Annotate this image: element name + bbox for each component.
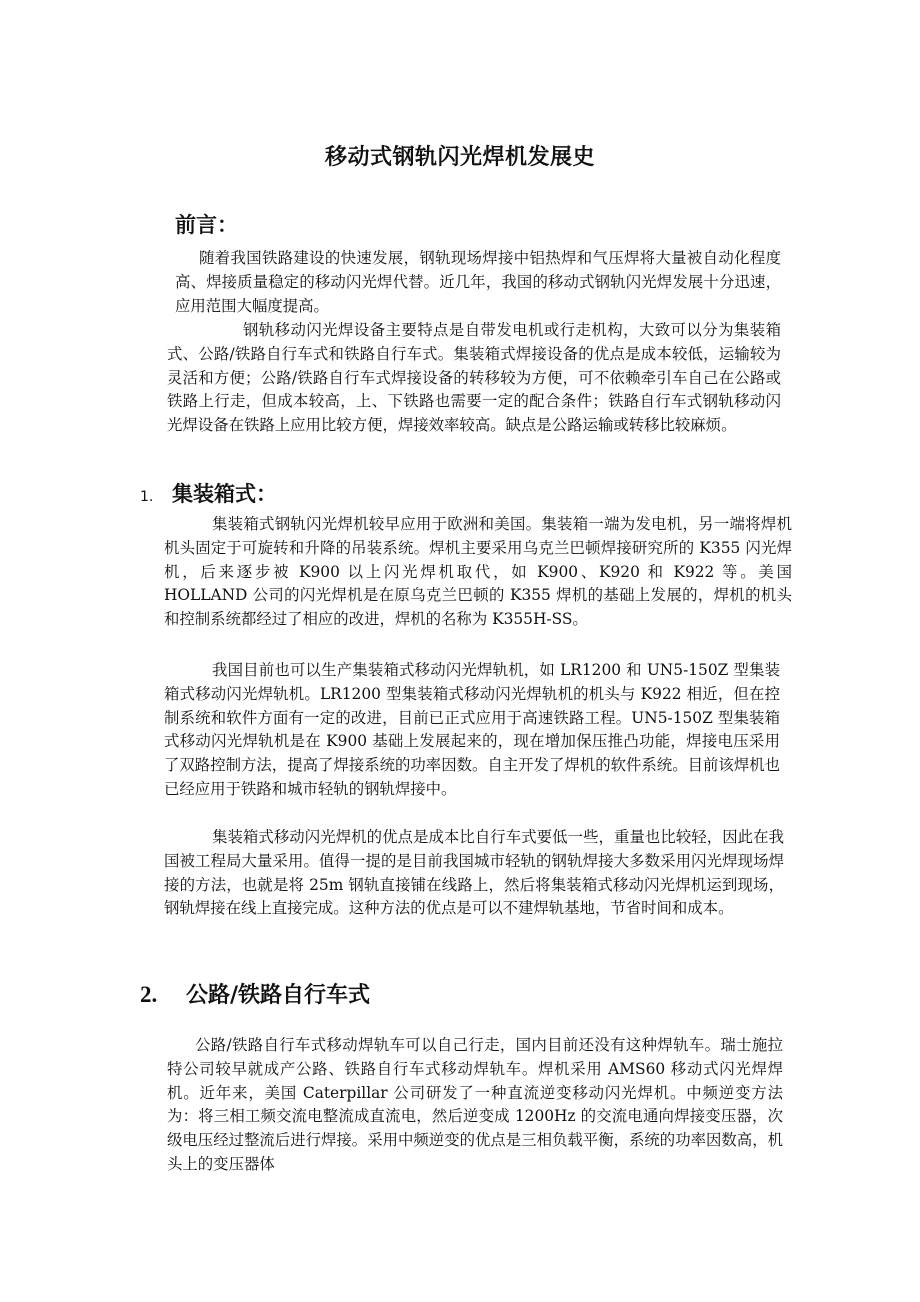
- document-title: 移动式钢轨闪光焊机发展史: [324, 145, 595, 170]
- foreword-paragraph-2: 钢轨移动闪光焊设备主要特点是自带发电机或行走机构，大致可以分为集装箱式、公路/铁路自行车式和铁路自行车式。集装箱式焊接设备的优点是成本较低，运输较为灵活和方便；公路/铁路自行车式焊接设备的转移较为方便，可不依赖牵引车自己在公路或铁路上行走，但成本较高，上、下铁路也需要一定的配合条件；铁路自行车式钢轨移动闪光焊设备在铁路上应用比较方便，焊接效率较高。缺点是公路运输或转移比较麻烦。: [167, 321, 781, 435]
- section-2-number: 2.: [140, 982, 158, 1007]
- section-1-paragraph-3: 集装箱式移动闪光焊机的优点是成本比自行车式要低一些，重量也比较轻，因此在我国被工程局大量采用。值得一提的是目前我国城市轻轨的钢轨焊接大多数采用闪光焊现场焊接的方法，也就是将 25m 钢轨直接铺在线路上，然后将集装箱式移动闪光焊机运到现场，钢轨焊接在线上直接完成。这种方法的优点是可以不建焊轨基地，节省时间和成本。: [164, 828, 784, 918]
- section-1-number: 1.: [140, 489, 154, 505]
- section-1-paragraph-1: 集装箱式钢轨闪光焊机较早应用于欧洲和美国。集装箱一端为发电机，另一端将焊机机头固定于可旋转和升降的吊装系统。焊机主要采用乌克兰巴顿焊接研究所的 K355 闪光焊机，后来逐步被 K900 以上闪光焊机取代，如 K900、K920 和 K922 等。美国 HOLLAND 公司的闪光焊机是在原乌克兰巴顿的 K355 焊机的基础上发展的，焊机的机头和控制系统都经过了相应的改进，焊机的名称为 K355H-SS。: [164, 515, 792, 629]
- section-2-paragraph-1: 公路/铁路自行车式移动焊轨车可以自己行走，国内目前还没有这种焊轨车。瑞士施拉特公司较早就成产公路、铁路自行车式移动焊轨车。焊机采用 AMS60 移动式闪光焊焊机。近年来，美国 Caterpillar 公司研发了一种直流逆变移动闪光焊机。中频逆变方法为：将三相工频交流电整流成直流电，然后逆变成 1200Hz 的交流电通向焊接变压器，次级电压经过整流后进行焊接。采用中频逆变的优点是三相负载平衡，系统的功率因数高，机头上的变压器体: [167, 1036, 783, 1173]
- section-2-heading: [140, 978, 370, 1009]
- section-2-title: 公路/铁路自行车式: [186, 983, 371, 1008]
- foreword-heading: 前言：: [175, 213, 238, 237]
- section-1-heading: [140, 478, 277, 508]
- section-1-title: 集装箱式：: [172, 482, 277, 506]
- section-1-paragraph-2: 我国目前也可以生产集装箱式移动闪光焊轨机，如 LR1200 和 UN5-150Z 型集装箱式移动闪光焊轨机。LR1200 型集装箱式移动闪光焊轨机的机头与 K922 相近，但在控制系统和软件方面有一定的改进，目前已正式应用于高速铁路工程。UN5-150Z 型集装箱式移动闪光焊轨机是在 K900 基础上发展起来的，现在增加保压推凸功能，焊接电压采用了双路控制方法，提高了焊接系统的功率因数。自主开发了焊机的软件系统。目前该焊机也已经应用于铁路和城市轻轨的钢轨焊接中。: [164, 661, 780, 798]
- foreword-paragraph-1: 随着我国铁路建设的快速发展，钢轨现场焊接中铝热焊和气压焊将大量被自动化程度高、焊接质量稳定的移动闪光焊代替。近几年，我国的移动式钢轨闪光焊发展十分迅速，应用范围大幅度提高。: [175, 249, 781, 315]
